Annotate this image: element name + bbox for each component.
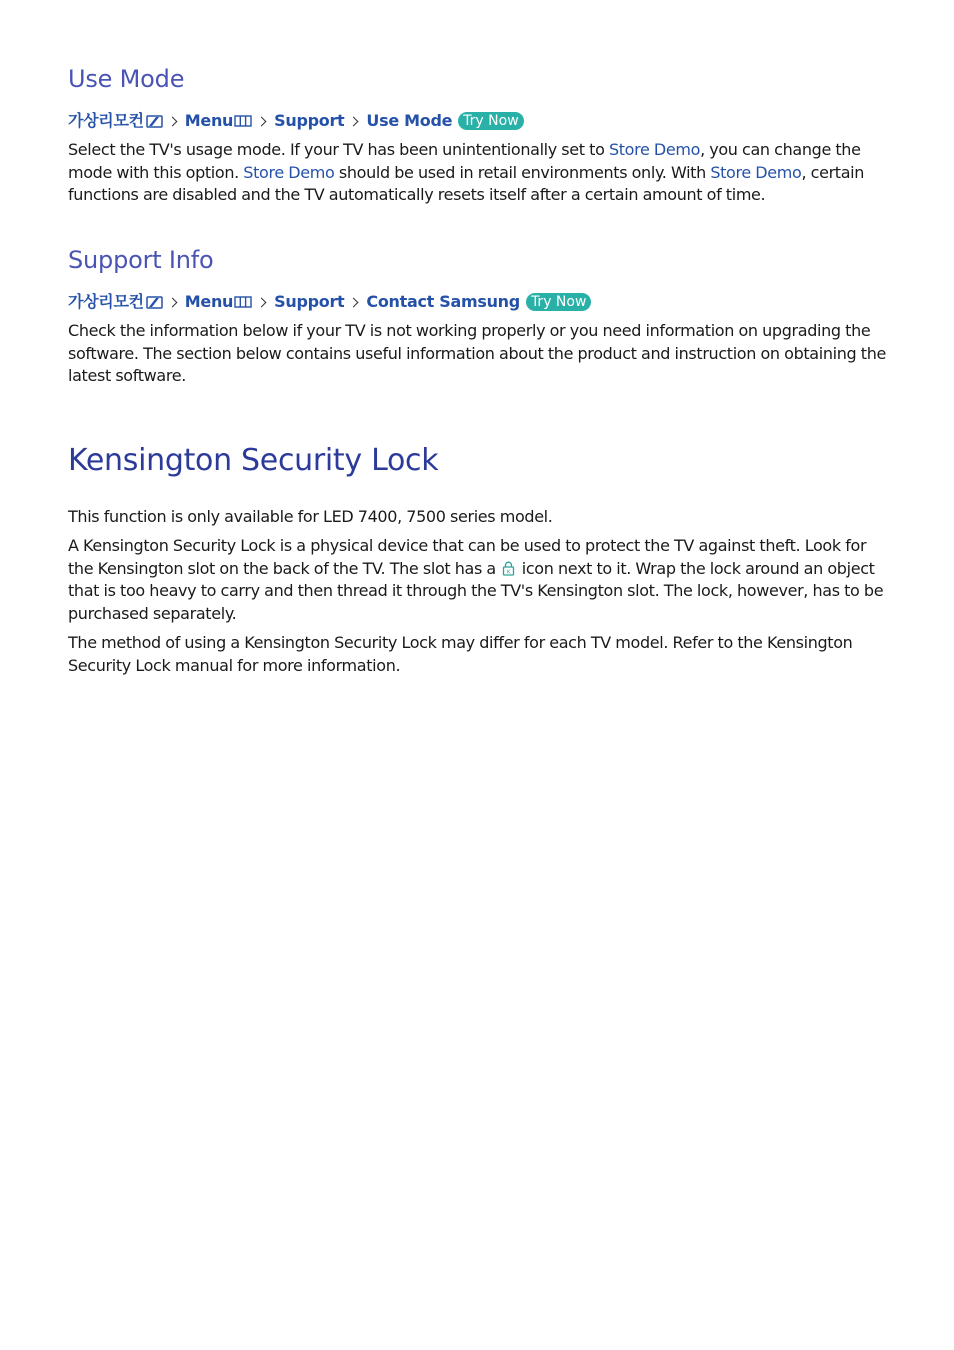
- remote-icon: [146, 115, 163, 128]
- path-menu[interactable]: Menu: [184, 111, 234, 130]
- try-now-button[interactable]: Try Now: [458, 112, 523, 130]
- store-demo-term: Store Demo: [243, 162, 335, 182]
- text-fragment: A Kensington Security Lock is a physical device that can be used to protect the TV against theft. Look for the Kensington slot on the back of the TV. The slot has a: [68, 536, 867, 578]
- menu-icon: [234, 115, 252, 127]
- path-support[interactable]: Support: [274, 292, 345, 311]
- use-mode-description: [68, 139, 886, 207]
- support-info-description: Check the information below if your TV is not working properly or you need information on upgrading the software. The section below contains useful information about the product and instruction on obtaining the latest software.: [68, 321, 886, 386]
- kensington-availability: This function is only available for LED 7400, 7500 series model.: [68, 507, 553, 526]
- path-remote[interactable]: 가상리모컨: [68, 111, 144, 130]
- use-mode-title: Use Mode: [68, 65, 185, 93]
- path-support[interactable]: Support: [274, 111, 345, 130]
- kensington-title: Kensington Security Lock: [68, 443, 439, 478]
- chevron-right-icon: [349, 297, 359, 307]
- store-demo-term: Store Demo: [608, 140, 701, 159]
- support-info-path: [68, 292, 591, 312]
- chevron-right-icon: [167, 297, 177, 307]
- path-use-mode[interactable]: Use Mode: [366, 111, 453, 130]
- try-now-button[interactable]: Try Now: [526, 293, 591, 311]
- use-mode-path: [68, 111, 524, 131]
- chevron-right-icon: [349, 116, 359, 126]
- chevron-right-icon: [257, 297, 267, 307]
- remote-icon: [146, 296, 163, 309]
- text-fragment: icon next to it. Wrap the lock around an object that is too heavy to carry and then thread it through the TV's Kensington slot. The lock, however, has to be purchased separately.: [68, 558, 884, 623]
- store-demo-term: Store Demo: [710, 162, 802, 182]
- text-fragment: , certain functions are disabled and the TV automatically resets itself after a certain amount of time.: [68, 162, 865, 205]
- path-contact-samsung[interactable]: Contact Samsung: [366, 292, 520, 311]
- chevron-right-icon: [257, 116, 267, 126]
- kensington-lock-icon: [502, 561, 515, 576]
- kensington-description: [68, 535, 886, 625]
- chevron-right-icon: [167, 116, 177, 126]
- text-fragment: should be used in retail environments only. With: [334, 162, 711, 182]
- path-menu[interactable]: Menu: [184, 292, 234, 311]
- menu-icon: [234, 296, 252, 308]
- path-remote[interactable]: 가상리모컨: [68, 292, 144, 311]
- svg-text:K: K: [507, 569, 511, 576]
- kensington-manual-note: The method of using a Kensington Security Lock may differ for each TV model. Refer to the Kensington Security Lock manual for more information.: [68, 633, 853, 675]
- text-fragment: Select the TV's usage mode. If your TV has been unintentionally set to: [68, 140, 609, 159]
- support-info-title: Support Info: [68, 246, 214, 274]
- text-fragment: , you can change the mode with this option.: [68, 140, 861, 182]
